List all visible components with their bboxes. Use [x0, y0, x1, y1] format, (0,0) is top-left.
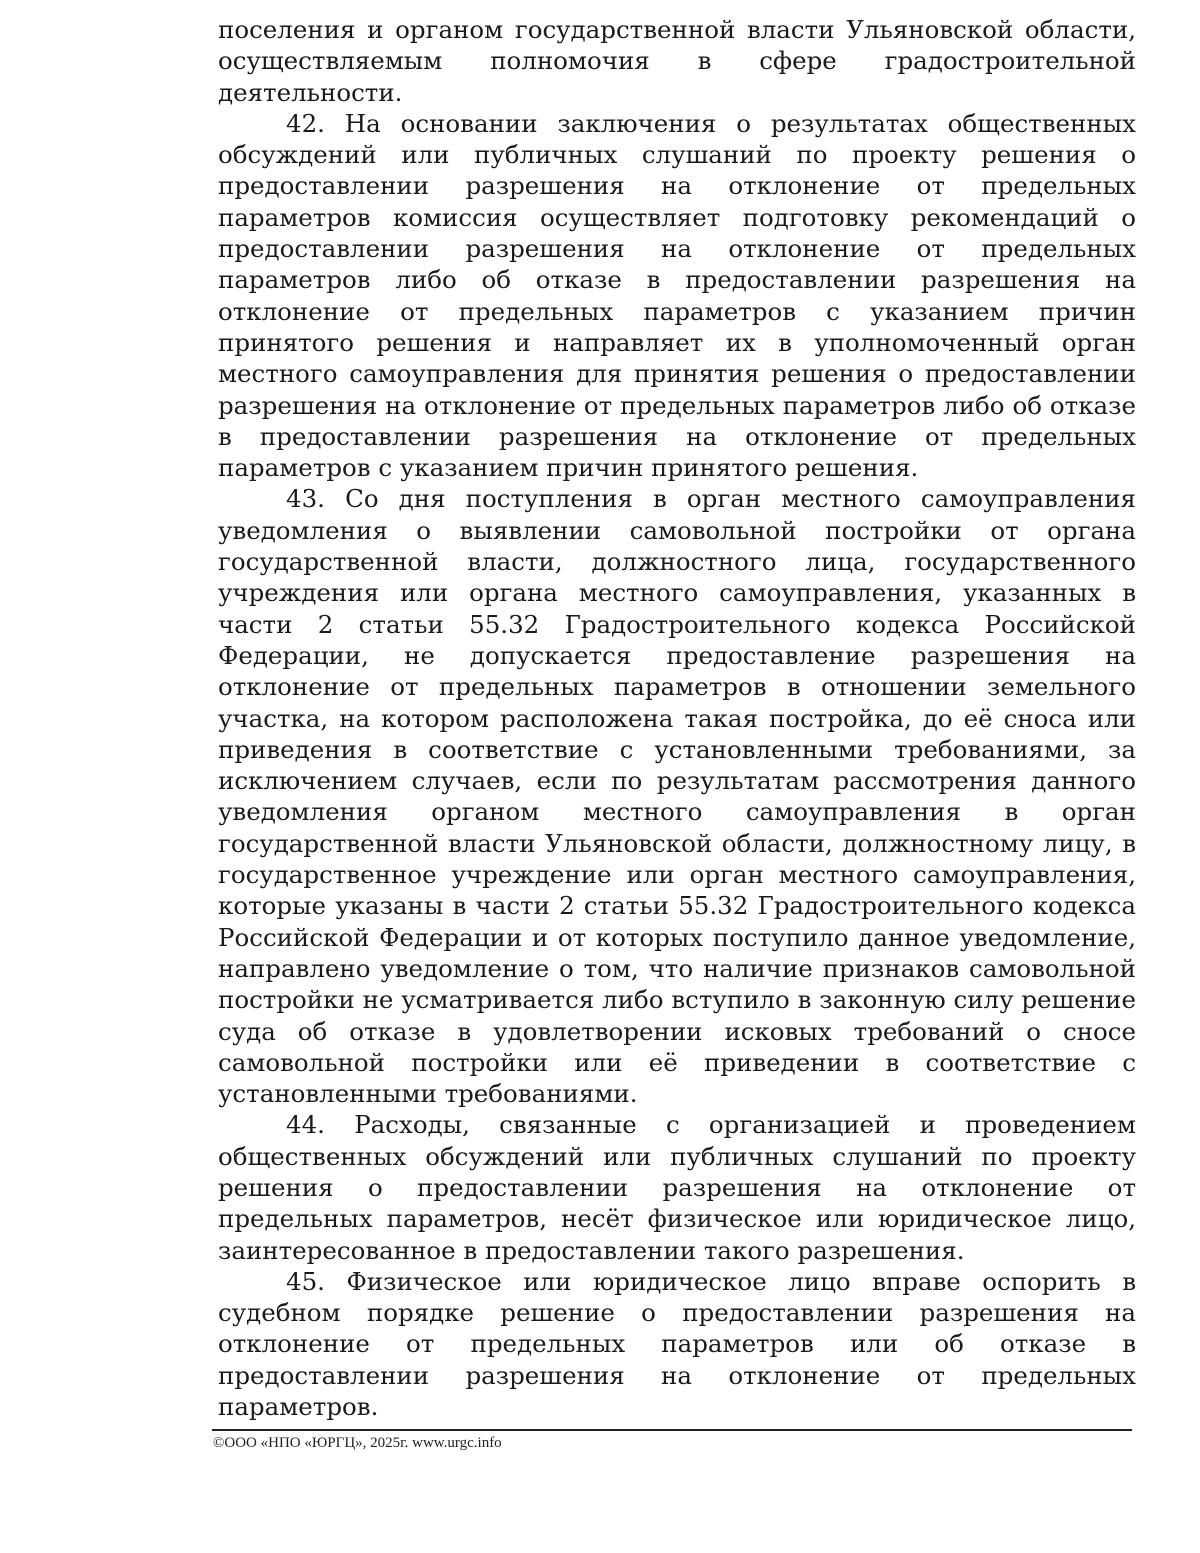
- paragraph-44: 44. Расходы, связанные с организацией и проведением общественных обсуждений или публичных слушаний по проекту решения о предоставлении разрешения на отклонение от предельных параметров, несёт физическое или юридическое лицо, заинтересованное в предоставлении такого разрешения.: [218, 1110, 1136, 1265]
- paragraph-continuation: поселения и органом государственной власти Ульяновской области, осуществляемым полномочия в сфере градостроительной деятельности.: [218, 15, 1136, 107]
- footer-copyright: ©ООО «НПО «ЮРГЦ», 2025г. www.urgc.info: [213, 1435, 502, 1451]
- footer-divider: [212, 1429, 1132, 1431]
- paragraph-45: 45. Физическое или юридическое лицо вправе оспорить в судебном порядке решение о предоставлении разрешения на отклонение от предельных параметров или об отказе в предоставлении разрешения на отклонение от предельных параметров.: [218, 1266, 1136, 1422]
- document-body: [218, 14, 1136, 1422]
- paragraph-43: 43. Со дня поступления в орган местного самоуправления уведомления о выявлении самовольной постройки от органа государственной власти, должностного лица, государственного учреждения или органа местного самоуправления, указанных в части 2 статьи 55.32 Градостроительного кодекса Российской Федерации, не допускается предоставление разрешения на отклонение от предельных параметров в отношении земельного участка, на котором расположена такая постройка, до её сноса или приведения в соответствие с установленными требованиями, за исключением случаев, если по результатам рассмотрения данного уведомления органом местного самоуправления в орган государственной власти Ульяновской области, должностному лицу, в государственное учреждение или орган местного самоуправления, которые указаны в части 2 статьи 55.32 Градостроительного кодекса Российской Федерации и от которых поступило данное уведомление, направлено уведомление о том, что наличие признаков самовольной постройки не усматривается либо вступило в законную силу решение суда об отказе в удовлетворении исковых требований о сносе самовольной постройки или её приведении в соответствие с установленными требованиями.: [218, 484, 1136, 1109]
- paragraph-42: 42. На основании заключения о результатах общественных обсуждений или публичных слушаний по проекту решения о предоставлении разрешения на отклонение от предельных параметров комиссия осуществляет подготовку рекомендаций о предоставлении разрешения на отклонение от предельных параметров либо об отказе в предоставлении разрешения на отклонение от предельных параметров с указанием причин принятого решения и направляет их в уполномоченный орган местного самоуправления для принятия решения о предоставлении разрешения на отклонение от предельных параметров либо об отказе в предоставлении разрешения на отклонение от предельных параметров с указанием причин принятого решения.: [218, 108, 1136, 483]
